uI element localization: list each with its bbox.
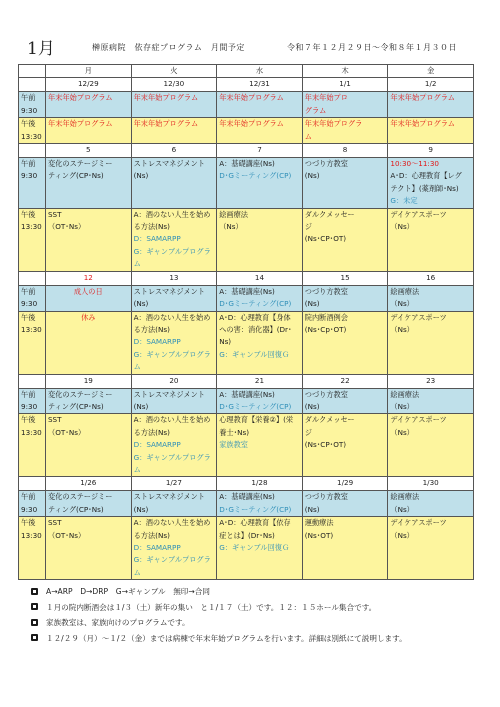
date-cell: 1/29: [302, 477, 388, 491]
program-cell: [302, 414, 388, 477]
cell-line: 年末年始プログラム: [219, 119, 284, 129]
cell-line: る方法(Ns): [133, 427, 170, 437]
cell-line: （Ns）: [219, 222, 243, 232]
cell-line: る方法(Ns): [133, 222, 170, 232]
cell-line: 午後: [21, 415, 36, 425]
cell-line: 午後: [21, 518, 36, 528]
cell-line: Ns): [219, 337, 232, 347]
program-cell: [46, 491, 132, 517]
bullet-icon: [31, 588, 38, 595]
cell-line: デイケアスポーツ: [390, 209, 447, 219]
cell-line: 13:30: [21, 222, 42, 232]
weekday-1: 火: [131, 65, 217, 78]
cell-line: (Ns): [133, 171, 149, 181]
program-cell: [131, 311, 217, 374]
time-cell: [19, 208, 46, 271]
date-blank: [19, 144, 46, 158]
cell-line: (Ns･CP･OT): [304, 234, 347, 244]
cell-line: 家族教室: [219, 440, 248, 450]
cell-line: （OT･Ns）: [48, 222, 86, 232]
program-cell: [217, 388, 303, 414]
program-cell: [388, 517, 474, 580]
date-cell: 12/31: [217, 78, 303, 92]
cell-line: 午前: [21, 389, 36, 399]
cell-line: ダルクメッセー: [304, 415, 355, 425]
cell-line: 年末年始プログラム: [48, 119, 113, 129]
cell-line: デイケアスポーツ: [390, 312, 447, 322]
cell-line: G：ギャンブルプログラム: [133, 452, 211, 474]
weekday-3: 木: [302, 65, 388, 78]
morning-row: [19, 285, 474, 311]
cell-line: 症とは】(Dr･Ns): [219, 530, 275, 540]
cell-line: ストレスマネジメント: [133, 159, 205, 169]
afternoon-row: [19, 311, 474, 374]
date-cell: 12/30: [131, 78, 217, 92]
cell-line: 変化のステージミー: [48, 159, 113, 169]
cell-line: への害：消化器】(Dr･: [219, 324, 292, 334]
date-cell: 1/28: [217, 477, 303, 491]
corner-cell: [19, 65, 46, 78]
date-cell: 15: [302, 271, 388, 285]
cell-line: 10:30～11:30: [390, 159, 439, 169]
cell-line: G：ギャンブルプログラム: [133, 246, 211, 269]
program-cell: [46, 208, 132, 271]
program-cell: [46, 517, 132, 580]
program-cell: [131, 388, 217, 414]
cell-line: 絵画療法: [390, 389, 420, 399]
cell-line: D･Gミーティング(CP): [219, 401, 292, 411]
date-row: [19, 374, 474, 388]
cell-line: 13:30: [21, 530, 42, 540]
cell-line: A：基礎講座(Ns): [219, 492, 275, 502]
cell-line: 9:30: [21, 299, 38, 309]
program-cell: [302, 92, 388, 118]
note-text: １月の院内断酒会は１/３（土）新年の集い と１/１７（土）です。１２：１５ホール集合です。: [46, 602, 377, 612]
date-row: [19, 271, 474, 285]
cell-line: (Ns): [133, 299, 149, 309]
cell-line: (Ns): [133, 504, 149, 514]
cell-line: A：酒のない人生を始め: [133, 518, 211, 528]
date-cell: 1/30: [388, 477, 474, 491]
cell-line: つづり方教室: [304, 389, 348, 399]
cell-line: 心理教育【栄養②】(栄: [219, 415, 294, 425]
cell-line: 9:30: [21, 401, 38, 411]
note-text: 家族教室は、家族向けのプログラムです。: [46, 618, 190, 627]
cell-line: D：SAMARPP: [133, 337, 181, 347]
program-cell: [388, 388, 474, 414]
cell-line: D：SAMARPP: [133, 234, 181, 244]
program-cell: [388, 491, 474, 517]
cell-line: 年末年始プログラム: [133, 119, 199, 129]
note-item: [28, 631, 407, 647]
notes-section: [28, 584, 407, 646]
cell-line: （Ns）: [390, 222, 414, 232]
cell-line: D･Gミーティング(CP): [219, 299, 292, 309]
program-cell: [388, 92, 474, 118]
program-cell: [217, 158, 303, 209]
cell-line: 成人の日: [73, 286, 103, 296]
date-cell: 19: [46, 374, 132, 388]
cell-line: 午前: [21, 93, 36, 103]
note-text: A→ARP D→DRP G→ギャンブル 無印→合同: [46, 587, 210, 596]
cell-line: 9:30: [21, 504, 38, 514]
date-cell: 12/29: [46, 78, 132, 92]
cell-line: 午前: [21, 286, 36, 296]
program-cell: [131, 118, 217, 144]
schedule-table: [18, 64, 474, 580]
date-cell: 1/1: [302, 78, 388, 92]
cell-line: 午後: [21, 119, 36, 129]
cell-line: 変化のステージミー: [48, 492, 113, 502]
time-cell: [19, 92, 46, 118]
cell-line: つづり方教室: [304, 286, 348, 296]
program-cell: [217, 118, 303, 144]
bullet-icon: [31, 619, 38, 626]
cell-line: 絵画療法: [390, 286, 420, 296]
date-cell: 12: [46, 271, 132, 285]
cell-line: D･Gミーティング(CP): [219, 504, 292, 514]
date-cell: 9: [388, 144, 474, 158]
program-cell: [217, 92, 303, 118]
cell-line: ストレスマネジメント: [133, 389, 205, 399]
note-item: [28, 584, 407, 600]
program-cell: [388, 414, 474, 477]
date-cell: 6: [131, 144, 217, 158]
afternoon-row: [19, 517, 474, 580]
cell-line: （Ns）: [390, 530, 414, 540]
weekday-0: 月: [46, 65, 132, 78]
date-cell: 7: [217, 144, 303, 158]
program-cell: [388, 285, 474, 311]
cell-line: デイケアスポーツ: [390, 518, 447, 528]
cell-line: ティング(CP･Ns): [48, 171, 104, 181]
time-cell: [19, 491, 46, 517]
cell-line: SST: [48, 415, 62, 425]
afternoon-row: [19, 208, 474, 271]
cell-line: 絵画療法: [390, 492, 420, 502]
cell-line: (Ns): [304, 171, 320, 181]
cell-line: つづり方教室: [304, 492, 348, 502]
cell-line: 養士･Ns): [219, 427, 250, 437]
program-cell: [46, 388, 132, 414]
document-header: [0, 40, 500, 60]
program-cell: [131, 414, 217, 477]
program-cell: [46, 285, 132, 311]
program-cell: [131, 285, 217, 311]
cell-line: 運動療法: [304, 518, 334, 528]
cell-line: （Ns）: [390, 504, 414, 514]
weekday-4: 金: [388, 65, 474, 78]
cell-line: A：基礎講座(Ns): [219, 286, 275, 296]
cell-line: A：基礎講座(Ns): [219, 389, 275, 399]
cell-line: テクト】(薬剤師･Ns): [390, 183, 459, 193]
cell-line: 9:30: [21, 171, 38, 181]
program-cell: [46, 92, 132, 118]
note-item: [28, 600, 407, 616]
cell-line: デイケアスポーツ: [390, 415, 447, 425]
cell-line: （Ns）: [390, 427, 414, 437]
cell-line: 絵画療法: [219, 209, 248, 219]
program-cell: [302, 208, 388, 271]
cell-line: (Ns): [304, 299, 320, 309]
date-cell: 14: [217, 271, 303, 285]
cell-line: 13:30: [21, 324, 42, 334]
date-row: [19, 78, 474, 92]
cell-line: 午後: [21, 209, 36, 219]
program-cell: [46, 118, 132, 144]
cell-line: つづり方教室: [304, 159, 348, 169]
cell-line: （Ns）: [390, 401, 414, 411]
date-row: [19, 477, 474, 491]
cell-line: （OT･Ns）: [48, 530, 86, 540]
cell-line: A･D：心理教育【身体: [219, 312, 291, 322]
cell-line: SST: [48, 518, 62, 528]
cell-line: G：ギャンブル回復Ｇ: [219, 349, 290, 359]
cell-line: A：酒のない人生を始め: [133, 312, 211, 322]
cell-line: 13:30: [21, 131, 42, 141]
afternoon-row: [19, 414, 474, 477]
date-cell: 13: [131, 271, 217, 285]
date-cell: 16: [388, 271, 474, 285]
time-cell: [19, 414, 46, 477]
date-cell: 20: [131, 374, 217, 388]
cell-line: ム: [304, 131, 312, 141]
date-cell: 23: [388, 374, 474, 388]
cell-line: 年末年始プログラ: [304, 119, 363, 129]
cell-line: 年末年始プログラム: [390, 119, 455, 129]
month-title: 1月: [27, 39, 55, 59]
time-cell: [19, 517, 46, 580]
cell-line: ストレスマネジメント: [133, 492, 205, 502]
cell-line: ジ: [304, 427, 312, 437]
cell-line: A：基礎講座(Ns): [219, 159, 275, 169]
program-cell: [388, 158, 474, 209]
cell-line: (Ns･CP･OT): [304, 440, 347, 450]
cell-line: A･D：心理教育【依存: [219, 518, 291, 528]
program-cell: [302, 285, 388, 311]
program-cell: [217, 491, 303, 517]
program-cell: [302, 388, 388, 414]
cell-line: (Ns): [304, 401, 320, 411]
afternoon-row: [19, 118, 474, 144]
bullet-icon: [31, 634, 38, 641]
cell-line: ジ: [304, 222, 312, 232]
weekday-2: 水: [217, 65, 303, 78]
date-cell: 1/27: [131, 477, 217, 491]
program-cell: [217, 311, 303, 374]
date-blank: [19, 78, 46, 92]
program-cell: [217, 517, 303, 580]
program-cell: [46, 158, 132, 209]
date-cell: 1/2: [388, 78, 474, 92]
date-cell: 22: [302, 374, 388, 388]
morning-row: [19, 491, 474, 517]
cell-line: 年末年始プログラム: [219, 93, 284, 103]
morning-row: [19, 158, 474, 209]
cell-line: 13:30: [21, 427, 42, 437]
program-cell: [131, 92, 217, 118]
cell-line: ダルクメッセー: [304, 209, 355, 219]
program-cell: [131, 208, 217, 271]
program-cell: [388, 118, 474, 144]
cell-line: A：酒のない人生を始め: [133, 209, 211, 219]
cell-line: D･Gミーティング(CP): [219, 171, 292, 181]
cell-line: G：ギャンブルプログラム: [133, 555, 211, 577]
schedule-title: 榊原病院 依存症プログラム 月間予定: [92, 43, 245, 52]
date-cell: 5: [46, 144, 132, 158]
program-cell: [302, 311, 388, 374]
cell-line: D：SAMARPP: [133, 440, 181, 450]
cell-line: 午前: [21, 159, 36, 169]
cell-line: る方法(Ns): [133, 324, 170, 334]
cell-line: A･D：心理教育【レグ: [390, 171, 462, 181]
cell-line: ティング(CP･Ns): [48, 401, 104, 411]
weekday-row: [19, 65, 474, 78]
program-cell: [217, 285, 303, 311]
cell-line: 休み: [81, 312, 96, 322]
date-cell: 1/26: [46, 477, 132, 491]
cell-line: 変化のステージミー: [48, 389, 113, 399]
time-cell: [19, 285, 46, 311]
morning-row: [19, 92, 474, 118]
cell-line: （Ns）: [390, 324, 414, 334]
date-blank: [19, 374, 46, 388]
cell-line: 院内断酒例会: [304, 312, 348, 322]
cell-line: 年末年始プログラム: [390, 93, 455, 103]
program-cell: [131, 158, 217, 209]
cell-line: G：ギャンブル回復Ｇ: [219, 543, 290, 552]
program-cell: [131, 491, 217, 517]
cell-line: 9:30: [21, 105, 38, 115]
note-item: [28, 615, 407, 631]
cell-line: (Ns): [304, 504, 320, 514]
note-text: １２/２９（月）～１/２（金）までは病棟で年末年始プログラムを行います。詳細は別紙にて説明します。: [46, 633, 407, 643]
date-range: 令和７年１２月２９日～令和８年１月３０日: [287, 43, 457, 52]
cell-line: （Ns）: [390, 299, 414, 309]
date-cell: 21: [217, 374, 303, 388]
cell-line: 午前: [21, 492, 36, 502]
cell-line: G：未定: [390, 196, 418, 206]
program-cell: [217, 208, 303, 271]
cell-line: グラム: [304, 105, 327, 115]
cell-line: (Ns･OT): [304, 530, 334, 540]
time-cell: [19, 118, 46, 144]
program-cell: [388, 208, 474, 271]
cell-line: (Ns･Cp･OT): [304, 324, 347, 334]
date-row: [19, 144, 474, 158]
cell-line: 午後: [21, 312, 36, 322]
cell-line: ストレスマネジメント: [133, 286, 205, 296]
cell-line: G：ギャンブルプログラム: [133, 349, 211, 372]
cell-line: （OT･Ns）: [48, 427, 86, 437]
date-blank: [19, 477, 46, 491]
date-blank: [19, 271, 46, 285]
time-cell: [19, 311, 46, 374]
cell-line: SST: [48, 209, 62, 219]
cell-line: る方法(Ns): [133, 530, 170, 540]
cell-line: 年末年始プロ: [304, 93, 348, 103]
bullet-icon: [31, 603, 38, 610]
morning-row: [19, 388, 474, 414]
program-cell: [302, 517, 388, 580]
cell-line: 年末年始プログラム: [48, 93, 113, 103]
cell-line: 年末年始プログラム: [133, 93, 199, 103]
program-cell: [46, 311, 132, 374]
time-cell: [19, 158, 46, 209]
cell-line: D：SAMARPP: [133, 543, 181, 552]
cell-line: (Ns): [133, 401, 149, 411]
program-cell: [46, 414, 132, 477]
program-cell: [302, 118, 388, 144]
cell-line: A：酒のない人生を始め: [133, 415, 211, 425]
cell-line: ティング(CP･Ns): [48, 504, 104, 514]
program-cell: [302, 158, 388, 209]
program-cell: [131, 517, 217, 580]
program-cell: [302, 491, 388, 517]
date-cell: 8: [302, 144, 388, 158]
program-cell: [388, 311, 474, 374]
program-cell: [217, 414, 303, 477]
time-cell: [19, 388, 46, 414]
